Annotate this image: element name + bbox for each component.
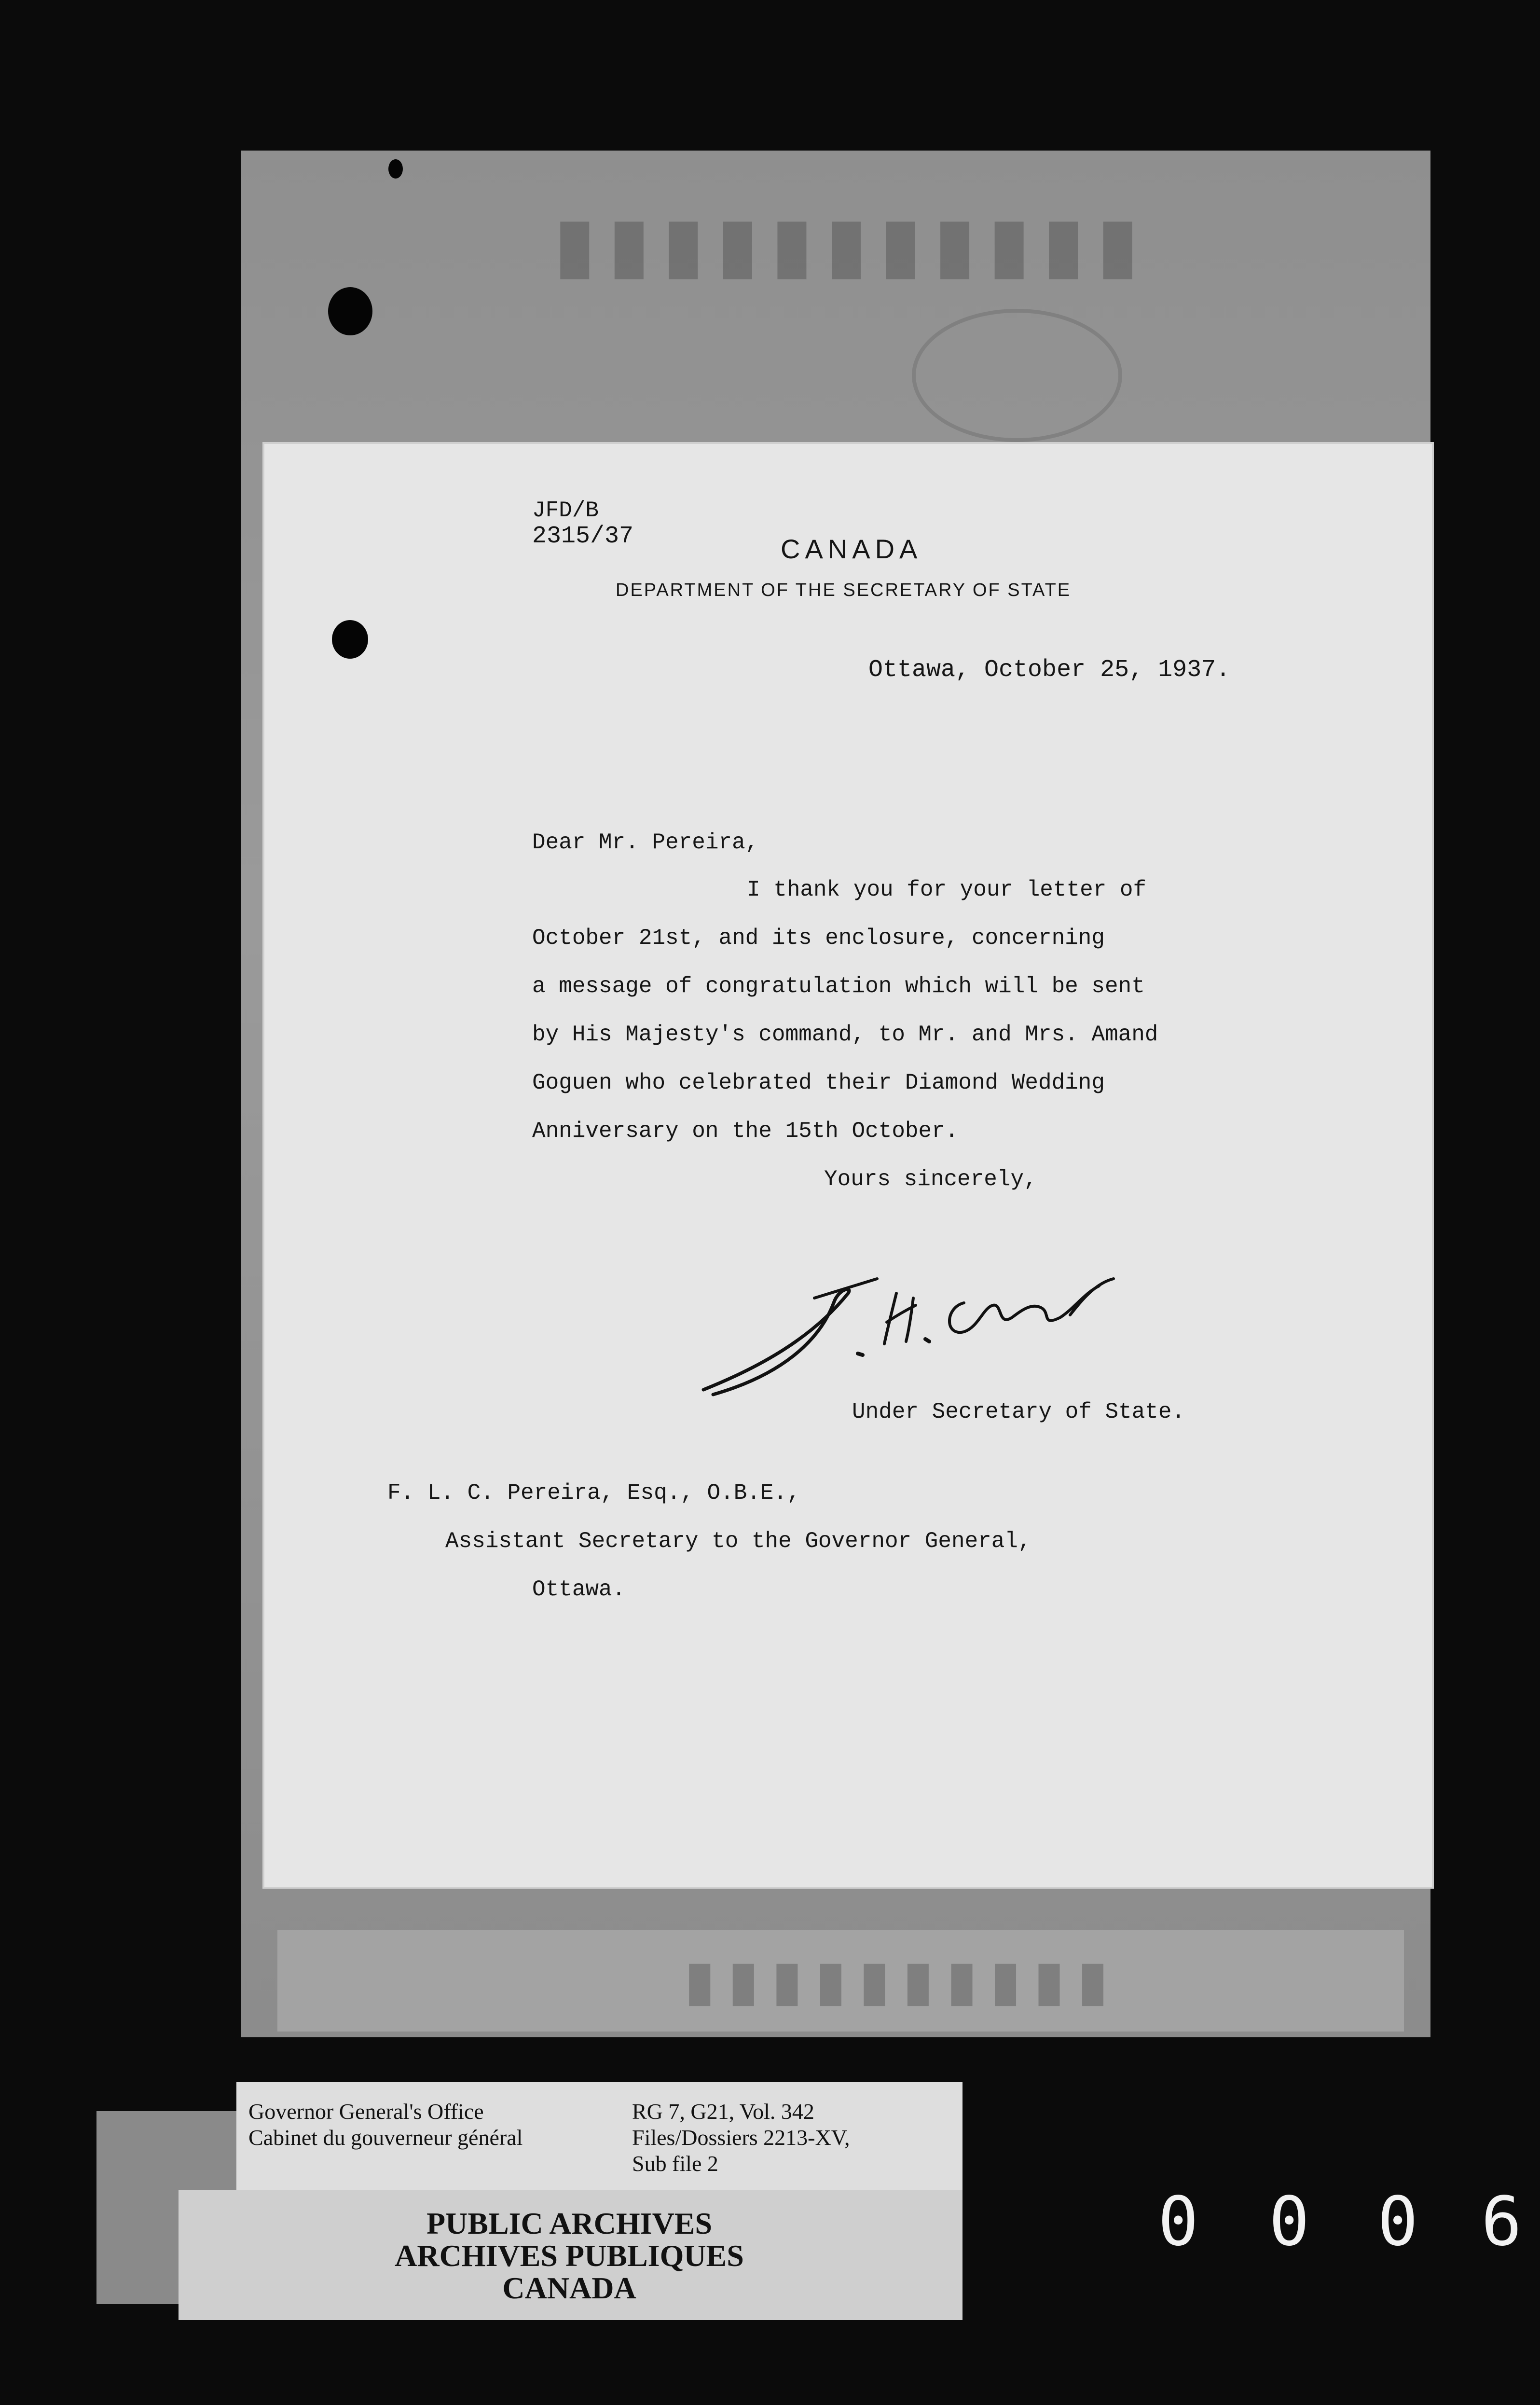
body-line: by His Majesty's command, to Mr. and Mrs. Amand [532,1022,1158,1047]
body-line: I thank you for your letter of [747,877,1147,902]
frame-digit: 0 [1158,2183,1199,2261]
frame-digit: 6 [1481,2183,1522,2261]
stamp-line: CANADA [502,2271,636,2305]
body-line: Anniversary on the 15th October. [532,1119,959,1144]
ghost-seal [912,309,1122,442]
signer-title: Under Secretary of State. [852,1399,1185,1424]
sub-file: Sub file 2 [632,2151,718,2176]
punch-hole [332,620,368,659]
recipient-name: F. L. C. Pereira, Esq., O.B.E., [387,1480,800,1506]
stamp-line: PUBLIC ARCHIVES [426,2206,713,2240]
letter-page [264,444,1432,1887]
file-number: 2315/37 [532,523,634,550]
punch-hole [388,159,403,179]
archive-stamp [179,2190,962,2320]
recipient-title: Assistant Secretary to the Governor General, [445,1529,1031,1554]
ghost-footer-text: ▮▮▮▮▮▮▮▮▮▮ [685,1951,1122,2010]
letterhead-department: DEPARTMENT OF THE SECRETARY OF STATE [616,580,1072,600]
archive-label [236,2082,962,2196]
office-english: Governor General's Office [248,2099,484,2124]
frame-digit: 0 [1377,2183,1418,2261]
stamp-line: ARCHIVES PUBLIQUES [395,2239,744,2273]
body-line: Goguen who celebrated their Diamond Wedding [532,1070,1105,1095]
letterhead-country: CANADA [781,534,922,564]
letter-date: Ottawa, October 25, 1937. [868,656,1231,684]
reference-code: JFD/B [532,498,599,523]
office-french: Cabinet du gouverneur général [248,2125,523,2150]
closing: Yours sincerely, [824,1167,1037,1192]
record-group: RG 7, G21, Vol. 342 [632,2099,814,2124]
body-line: a message of congratulation which will be sent [532,974,1145,999]
recipient-city: Ottawa. [532,1577,626,1602]
punch-hole [328,287,372,335]
file-reference: Files/Dossiers 2213-XV, [632,2125,850,2150]
ghost-letterhead: ▮▮▮▮▮▮▮▮▮▮▮ [555,205,1152,285]
signature [694,1259,1128,1404]
frame-digit: 0 [1269,2183,1310,2261]
body-line: October 21st, and its enclosure, concerning [532,926,1105,951]
salutation: Dear Mr. Pereira, [532,830,759,855]
